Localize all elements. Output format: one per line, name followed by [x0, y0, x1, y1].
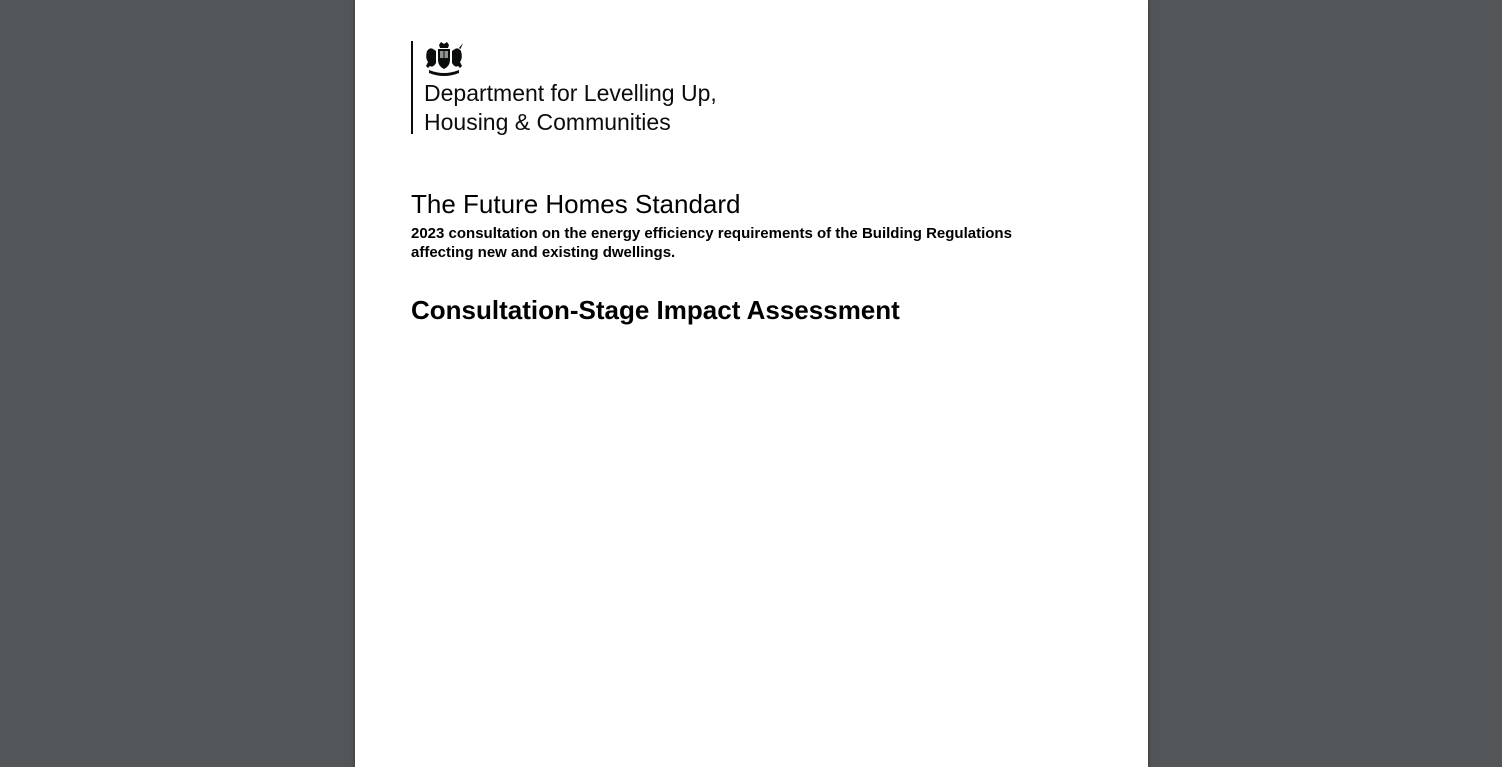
document-subtitle: 2023 consultation on the energy efficiency requirements of the Building Regulations affecting new and existing dwellings.	[411, 225, 1012, 261]
document-title: The Future Homes Standard	[411, 189, 741, 219]
department-name-line-2: Housing & Communities	[424, 109, 671, 135]
department-logo	[411, 41, 717, 135]
department-name-line-1: Department for Levelling Up,	[424, 80, 717, 106]
royal-coat-of-arms-icon	[423, 41, 465, 77]
document-heading: Consultation-Stage Impact Assessment	[411, 295, 900, 325]
document-page	[355, 0, 1148, 767]
